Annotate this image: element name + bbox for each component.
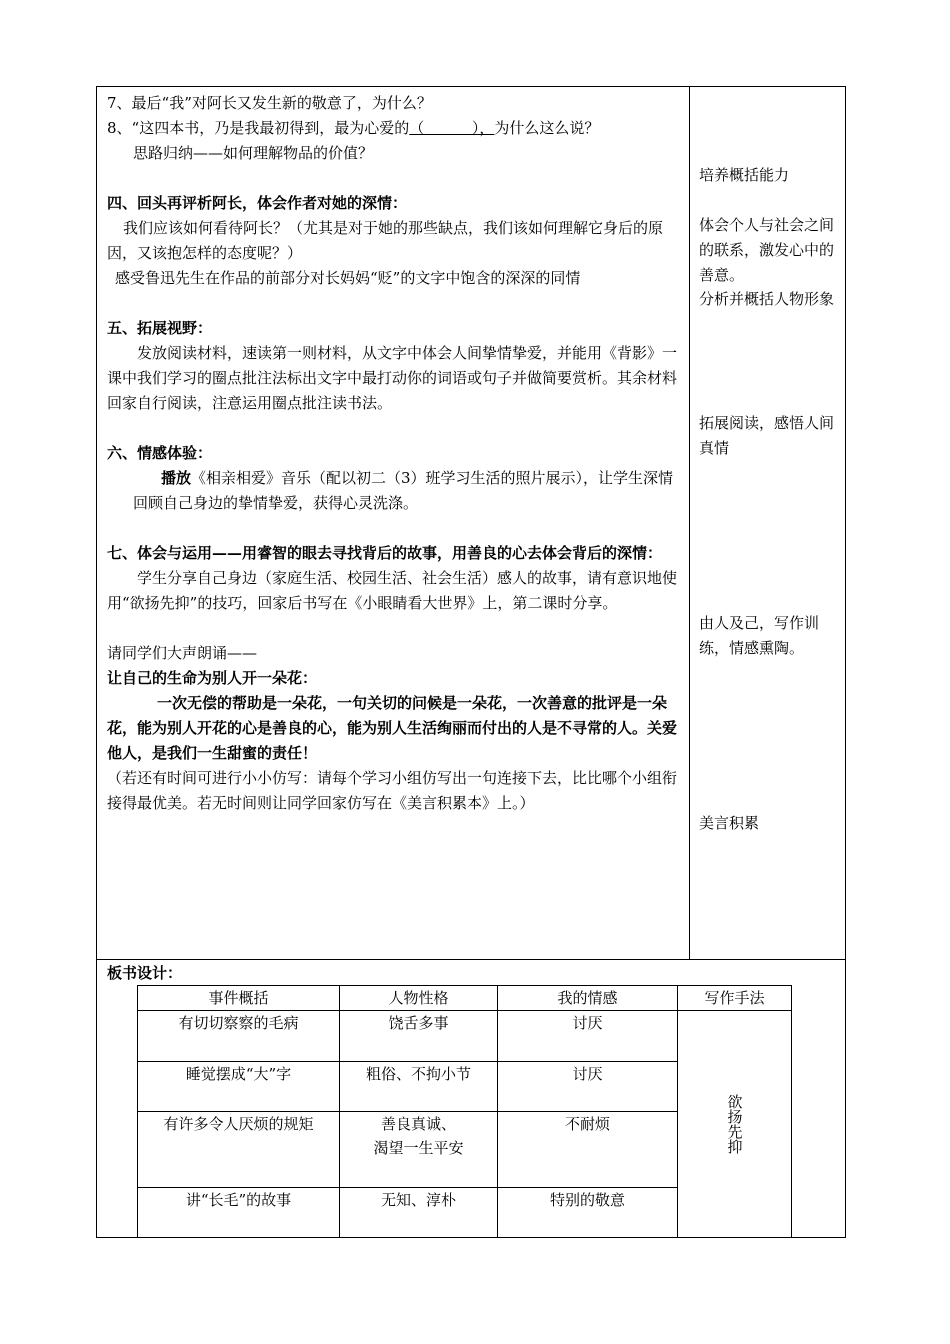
table-row: 讲“长毛”的故事 无知、淳朴 特别的敬意	[138, 1188, 792, 1238]
main-content	[107, 91, 683, 816]
table-row: 睡觉摆成“大”字 粗俗、不拘小节 讨厌	[138, 1062, 792, 1112]
technique-cell	[678, 1011, 792, 1238]
section-7-paragraph: 学生分享自己身边（家庭生活、校园生活、社会生活）感人的故事，请有意识地使用“欲扬先抑”的技巧，回家后书写在《小眼睛看大世界》上，第二课时分享。	[107, 569, 678, 612]
question-8: 8、“这四本书，乃是我最初得到，最为心爱的（ ），为什么这么说？	[107, 119, 600, 137]
poem-body: 一次无偿的帮助是一朵花，一句关切的问候是一朵花，一次善意的批评是一朵花，能为别人开花的心是善良的心，能为别人生活绚丽而付出的人是不寻常的人。关爱他人，是我们一生甜蜜的责任！	[107, 694, 678, 762]
side-note-1: 培养概括能力	[699, 166, 790, 184]
section-6-paragraph: 播放《相亲相爱》音乐（配以初二（3）班学习生活的照片展示），让学生深情回顾自己身边的挚情挚爱，获得心灵洗涤。	[133, 469, 674, 512]
answer-blank: （ ），	[409, 119, 495, 137]
table-row: 有切切察察的毛病 饶舌多事 讨厌 欲扬先抑	[138, 1011, 792, 1062]
header-emotion: 我的情感	[498, 986, 678, 1011]
summary-line: 思路归纳——如何理解物品的价值？	[133, 144, 374, 162]
table-header-row	[138, 986, 792, 1011]
table-row: 有许多令人厌烦的规矩 善良真诚、 渴望一生平安 不耐烦	[138, 1112, 792, 1188]
poem-title: 让自己的生命为别人开一朵花：	[107, 669, 318, 687]
read-aloud-prompt: 请同学们大声朗诵——	[107, 644, 258, 662]
section-4-paragraph-2: 感受鲁迅先生在作品的前部分对长妈妈“贬”的文字中饱含的深深的同情	[115, 269, 581, 287]
section-4-paragraph-1: 我们应该如何看待阿长？（尤其是对于她的那些缺点，我们该如何理解它身后的原因，又该抱怎样的态度呢？）	[107, 219, 664, 262]
technique-text: 欲扬先抑	[725, 1094, 744, 1154]
header-character: 人物性格	[340, 986, 498, 1011]
section-6-title: 六、情感体验：	[107, 444, 213, 462]
side-note-6: 美言积累	[699, 814, 760, 832]
header-event: 事件概括	[138, 986, 340, 1011]
side-note-2: 体会个人与社会之间的联系，激发心中的善意。	[699, 216, 835, 284]
section-4-title: 四、回头再评析阿长，体会作者对她的深情：	[107, 194, 408, 212]
header-technique: 写作手法	[678, 986, 792, 1011]
lesson-plan-frame	[96, 86, 846, 1238]
side-note-4: 拓展阅读，感悟人间真情	[699, 414, 835, 457]
section-5-title: 五、拓展视野：	[107, 319, 213, 337]
question-7: 7、最后“我”对阿长又发生新的敬意了，为什么？	[107, 94, 432, 112]
row-divider	[97, 959, 845, 960]
column-divider	[689, 87, 690, 959]
section-7-title: 七、体会与运用——用睿智的眼去寻找背后的故事，用善良的心去体会背后的深情：	[107, 544, 663, 562]
side-note-5: 由人及己，写作训练，情感熏陶。	[699, 614, 820, 657]
board-design-table	[137, 985, 792, 1238]
side-note-3: 分析并概括人物形象	[699, 290, 835, 308]
board-design-title: 板书设计：	[107, 964, 183, 982]
imitation-note: （若还有时间可进行小小仿写：请每个学习小组仿写出一句连接下去，比比哪个小组衔接得最优美。若无时间则让同学回家仿写在《美言积累本》上。）	[107, 769, 678, 812]
section-5-paragraph: 发放阅读材料，速读第一则材料，从文字中体会人间挚情挚爱，并能用《背影》一课中我们学习的圈点批注法标出文字中最打动你的词语或句子并做简要赏析。其余材料回家自行阅读，注意运用圈点批注读书法。	[107, 344, 678, 412]
